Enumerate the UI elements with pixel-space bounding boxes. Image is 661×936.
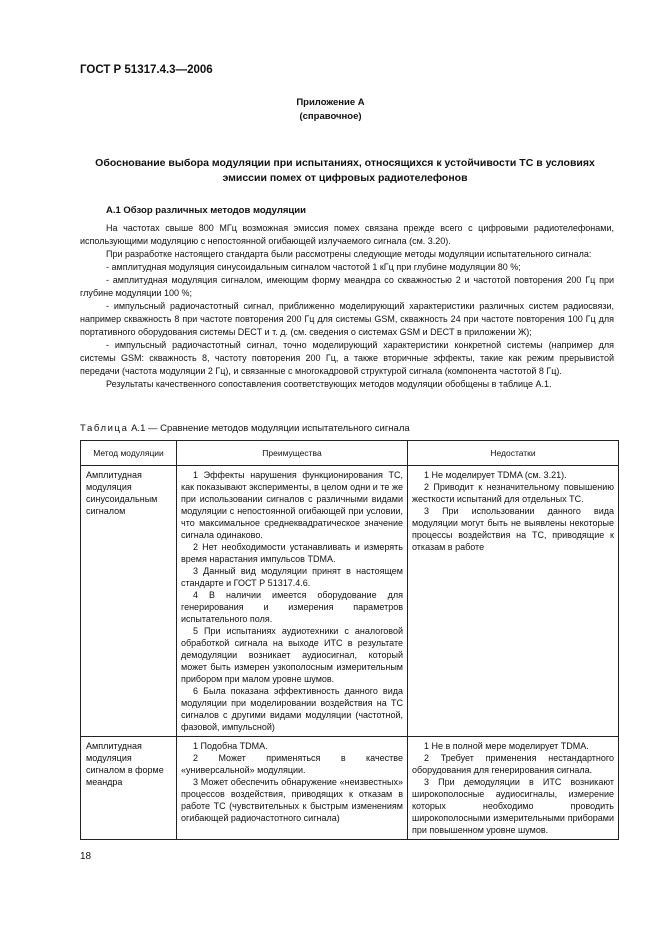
paragraph: Результаты качественного сопоставления соответствующих методов модуляции обобщены в таблице А.1. bbox=[106, 379, 552, 389]
method-cell: Амплитудная модуляция сигналом в форме меандра bbox=[81, 737, 177, 840]
appendix-title: Приложение А bbox=[296, 97, 365, 108]
table-row bbox=[81, 737, 619, 840]
advantage-item: 5 При испытаниях аудиотехники с аналоговой обработкой сигнала на выходе ИТС в результате демодуляции возникает аудиосигнал, который может быть измерен узкополосным измерительным прибором при малом уровне шумов. bbox=[181, 626, 403, 684]
header-disadvantages: Недостатки bbox=[408, 441, 619, 466]
table-row bbox=[81, 466, 619, 737]
disadvantages-cell bbox=[408, 466, 619, 737]
advantage-item: 4 В наличии имеется оборудование для генерирования и измерения параметров испытательного поля. bbox=[181, 590, 403, 624]
advantages-cell bbox=[177, 466, 408, 737]
table-caption-label: Таблица bbox=[80, 423, 129, 434]
list-item: - импульсный радиочастотный сигнал, приближенно моделирующий характеристики различных систем радиосвязи, например скважность 8 при частоте повторения 200 Гц для системы GSM, скважность 24 при частоте повторения 100 Гц для портативного оборудования системы DECT и т. д. (см. сведения о системах GSM и DECT в приложении Ж); bbox=[80, 301, 614, 337]
disadvantage-item: 2 Требует применения нестандартного оборудования для генерирования сигнала. bbox=[412, 753, 614, 775]
page-number: 18 bbox=[80, 851, 92, 862]
advantage-item: 1 Эффекты нарушения функционирования ТС, как показывают эксперименты, в целом одни и те же при использовании сигналов с различными видами модуляции с непостоянной огибающей при условии, что максимальное среднеквадратическое значение сигнала одинаково. bbox=[181, 470, 403, 540]
table-header-row bbox=[81, 441, 619, 466]
disadvantage-item: 1 Не моделирует TDMA (см. 3.21). bbox=[424, 470, 567, 480]
table-caption-text: А.1 — Сравнение методов модуляции испытательного сигнала bbox=[128, 423, 410, 434]
header-method: Метод модуляции bbox=[81, 441, 177, 466]
paragraph: При разработке настоящего стандарта были рассмотрены следующие методы модуляции испытательного сигнала: bbox=[106, 249, 592, 259]
advantages-cell bbox=[177, 737, 408, 840]
document-title: Обоснование выбора модуляции при испытаниях, относящихся к устойчивости ТС в условиях эмиссии помех от цифровых радиотелефонов bbox=[95, 157, 595, 184]
method-cell: Амплитудная модуляция синусоидальным сигналом bbox=[81, 466, 177, 737]
disadvantage-item: 3 При использовании данного вида модуляции могут быть не выявлены некоторые процессы воздействия на ТС, приводящие к отказам в работе bbox=[412, 506, 614, 552]
advantage-item: 2 Может применяться в качестве «универсальной» модуляции. bbox=[181, 753, 403, 775]
list-item: - амплитудная модуляция синусоидальным сигналом частотой 1 кГц при глубине модуляции 80 %; bbox=[106, 262, 521, 272]
standard-header: ГОСТ Р 51317.4.3—2006 bbox=[80, 64, 213, 76]
disadvantage-item: 2 Приводит к незначительному повышению жесткости испытаний для отдельных ТС. bbox=[412, 482, 614, 504]
table-caption bbox=[80, 423, 410, 434]
advantage-item: 2 Нет необходимости устанавливать и измерять время нарастания импульсов TDMA. bbox=[181, 542, 403, 564]
list-item: - амплитудная модуляция сигналом, имеющим форму меандра со скважностью 2 и частотой повторения 200 Гц при глубине модуляции 100 %; bbox=[80, 275, 614, 298]
list-item: - импульсный радиочастотный сигнал, точно моделирующий характеристики конкретной системы (например для системы GSM: скважность 8, частоту повторения 200 Гц, а также вторичные эффекты, такие как режим прерывистой передачи (частота модуляции 2 Гц), и связанные с многокадровой структурой сигнала (компонента частотой 8 Гц). bbox=[80, 340, 614, 376]
body-text bbox=[80, 222, 614, 391]
advantage-item: 1 Подобна TDMA. bbox=[193, 741, 268, 751]
disadvantages-cell bbox=[408, 737, 619, 840]
advantage-item: 3 Может обеспечить обнаружение «неизвестных» процессов воздействия, приводящих к отказам в работе ТС (чувствительных к быстрым изменениям огибающей радиочастотного сигнала) bbox=[181, 777, 403, 823]
advantage-item: 6 Была показана эффективность данного вида модуляции при моделировании воздействия на ТС сигналов с другими видами модуляции (частотной, фазовой, импульсной) bbox=[181, 686, 403, 732]
advantage-item: 3 Данный вид модуляции принят в настоящем стандарте и ГОСТ Р 51317.4.6. bbox=[181, 566, 403, 588]
section-heading: А.1 Обзор различных методов модуляции bbox=[106, 205, 306, 216]
disadvantage-item: 3 При демодуляции в ИТС возникают широкополосные аудиосигналы, измерение которых необходимо проводить широкополосными измерительными приборами при повышенном уровне шумов. bbox=[412, 777, 614, 835]
comparison-table bbox=[80, 440, 619, 840]
appendix-type: (справочное) bbox=[299, 111, 362, 122]
header-advantages: Преимущества bbox=[177, 441, 408, 466]
paragraph: На частотах свыше 800 МГц возможная эмиссия помех связана прежде всего с цифровыми радиотелефонами, использующими модуляцию с непостоянной огибающей излучаемого сигнала (см. 3.20). bbox=[80, 223, 614, 246]
disadvantage-item: 1 Не в полной мере моделирует TDMA. bbox=[424, 741, 589, 751]
